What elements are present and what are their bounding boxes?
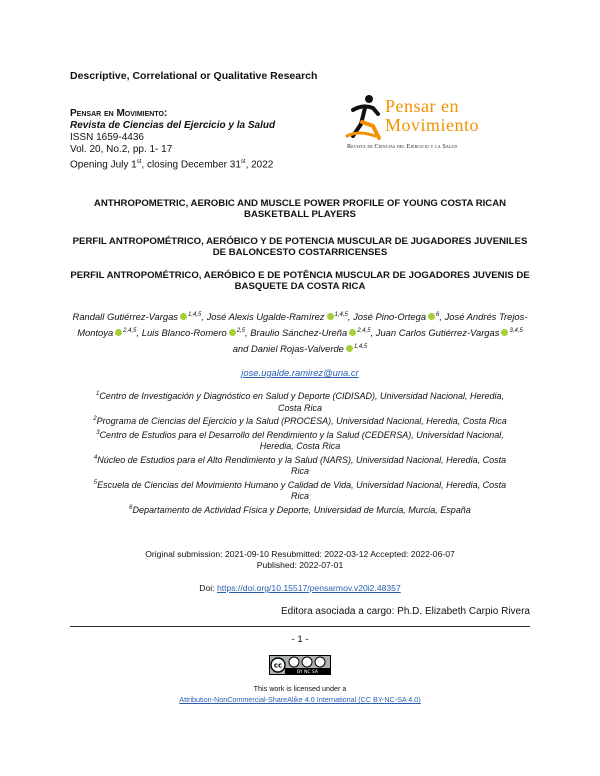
orcid-icon[interactable] xyxy=(229,329,236,336)
title-english: ANTHROPOMETRIC, AEROBIC AND MUSCLE POWER PROFILE OF YOUNG COSTA RICAN BASKETBALL PLAYERS xyxy=(93,198,507,220)
page-number: - 1 - xyxy=(291,634,309,645)
doi-label: Doi: xyxy=(199,583,215,593)
orcid-icon[interactable] xyxy=(501,329,508,336)
orcid-icon[interactable] xyxy=(428,313,435,320)
journal-subtitle: Revista de Ciencias del Ejercicio y la Salud xyxy=(70,120,276,131)
divider xyxy=(70,626,530,627)
affiliation-item: $^4$Núcleo de Estudios para el Alto Rendimiento y la Salud (NARS), Universidad Nacional, Heredia, Costa Rica xyxy=(93,454,507,476)
author: José Andrés Trejos-Montoya $^{2,4,5}$, xyxy=(77,311,528,339)
journal-logo xyxy=(345,92,525,158)
svg-text:cc: cc xyxy=(273,661,283,670)
license-intro: This work is licensed under a xyxy=(253,684,347,693)
affiliation-item: $^6$Departamento de Actividad Física y Deporte, Universidad de Murcia, Murcia, España xyxy=(129,504,471,515)
author: José Alexis Ugalde-Ramírez $^{1,4,5}$, xyxy=(206,311,354,323)
author-list xyxy=(70,308,530,356)
corresponding-email-link[interactable]: jose.ugalde.ramirez@una.cr xyxy=(241,367,359,378)
cc-license-icon xyxy=(269,655,331,675)
author: Randall Gutiérrez-Vargas $^{1,4,5}$, xyxy=(72,311,207,323)
orcid-icon[interactable] xyxy=(327,313,334,320)
logo-line1: Pensar en xyxy=(385,96,459,116)
orcid-icon[interactable] xyxy=(346,345,353,352)
orcid-icon[interactable] xyxy=(180,313,187,320)
affiliation-item: $^5$Escuela de Ciencias del Movimiento Humano y Calidad de Vida, Universidad Nacional, Heredia, Costa Rica xyxy=(93,479,507,501)
logo-tagline: Revista de Ciencias del Ejercicio y la Salud xyxy=(347,143,458,150)
affiliation-item: $^1$Centro de Investigación y Diagnóstico en Salud y Deporte (CIDISAD), Universidad Nacional, Heredia, Costa Rica xyxy=(95,391,505,413)
svg-text:BY NC SA: BY NC SA xyxy=(297,670,318,675)
license-notice xyxy=(70,683,530,705)
title-portuguese: PERFIL ANTROPOMÉTRICO, AERÓBICO E DE POTÊNCIA MUSCULAR DE JOGADORES JUVENIS DE BASQUETE DA COSTA RICA xyxy=(70,270,530,292)
affiliation-item: $^3$Centro de Estudios para el Desarrollo del Rendimiento y la Salud (CEDERSA), Universidad Nacional, Heredia, Costa Rica xyxy=(96,429,504,451)
opening-dates: Opening July 1st, closing December 31st, 2022 xyxy=(70,159,274,171)
journal-name: Pensar en Movimiento: xyxy=(70,108,168,119)
associate-editor: Editora asociada a cargo: Ph.D. Elizabeth Carpio Rivera xyxy=(280,606,530,617)
author: Braulio Sánchez-Ureña $^{2,4,5}$, xyxy=(250,327,376,339)
submission-dates: Original submission: 2021-09-10 Resubmitted: 2022-03-12 Accepted: 2022-06-07 Published: 2022-07-01 xyxy=(145,549,455,570)
title-spanish: PERFIL ANTROPOMÉTRICO, AERÓBICO Y DE POTENCIA MUSCULAR DE JUGADORES JUVENILES DE BALONCESTO COSTARRICENSES xyxy=(72,236,528,258)
orcid-icon[interactable] xyxy=(349,329,356,336)
runner-logo-icon xyxy=(345,92,385,142)
volume-info: Vol. 20, No.2, pp. 1- 17 xyxy=(70,144,173,155)
affiliation-item: $^2$Programa de Ciencias del Ejercicio y la Salud (PROCESA), Universidad Nacional, Heredia, Costa Rica xyxy=(93,416,507,426)
doi xyxy=(70,583,530,593)
issn: ISSN 1659-4436 xyxy=(70,132,144,143)
author: Luis Blanco-Romero $^{2,5}$, xyxy=(141,327,251,339)
affiliations xyxy=(90,389,510,516)
cc-license-badge[interactable] xyxy=(269,655,331,675)
doi-link[interactable]: https://doi.org/10.15517/pensarmov.v20i2.48357 xyxy=(216,583,401,593)
logo-line2: Movimiento xyxy=(385,115,479,135)
author: Juan Carlos Gutiérrez-Vargas $^{3,4,5}$ and xyxy=(232,327,523,355)
document-type: Descriptive, Correlational or Qualitative Research xyxy=(70,70,318,82)
orcid-icon[interactable] xyxy=(115,329,122,336)
license-link[interactable]: Attribution-NonCommercial-ShareAlike 4.0 International (CC BY-NC-SA 4.0) xyxy=(179,695,421,704)
journal-info xyxy=(70,108,275,171)
author: José Pino-Ortega $^6$, xyxy=(353,311,445,323)
author: Daniel Rojas-Valverde $^{1,4,5}$ xyxy=(250,343,368,355)
